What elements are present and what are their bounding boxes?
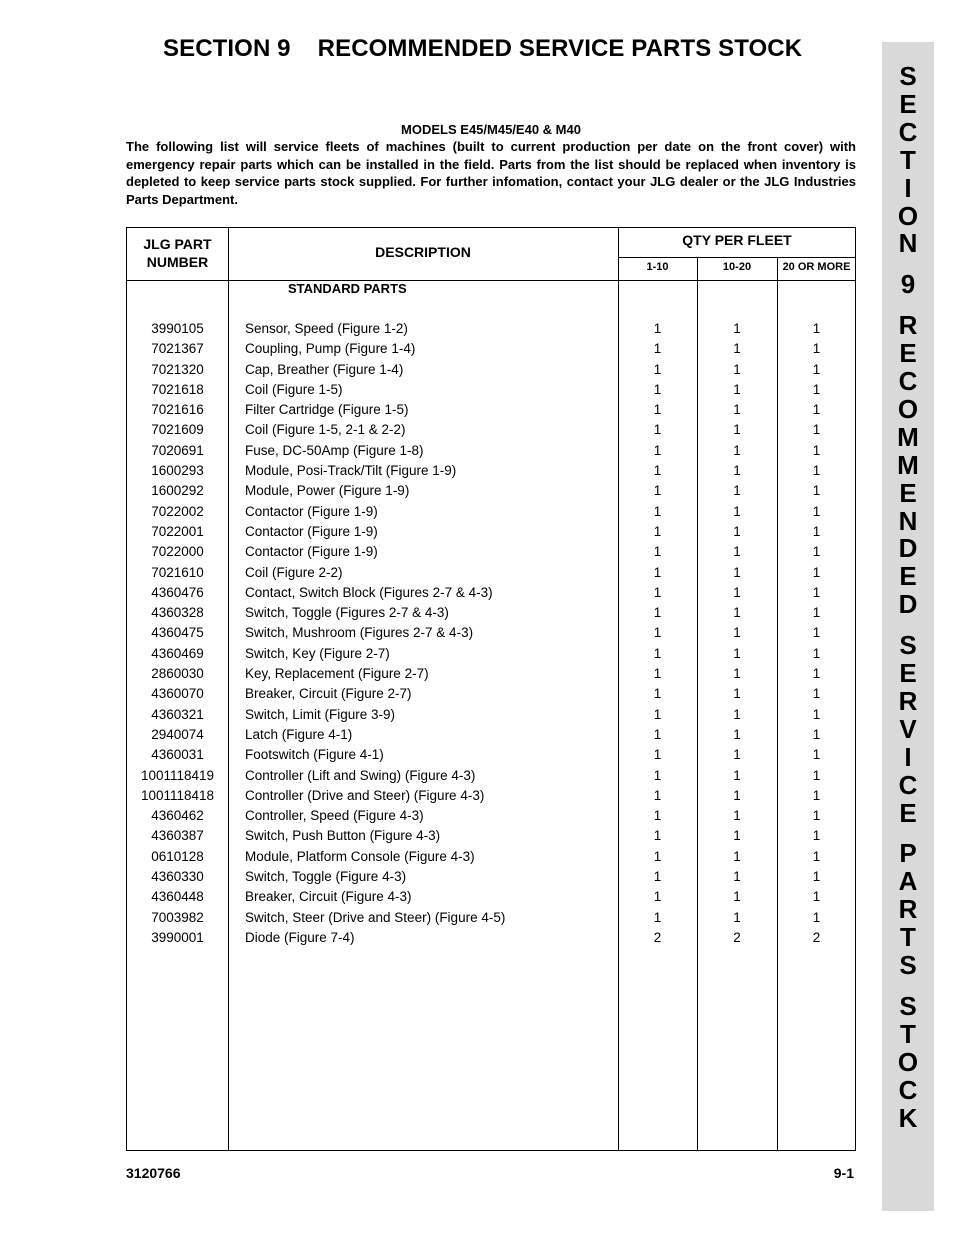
part-number-cell: 7003982 — [151, 909, 204, 925]
qty-1-10-cell: 1 — [653, 645, 662, 661]
side-tab-letter: T — [900, 144, 916, 175]
side-tab-letter: R — [898, 310, 918, 341]
part-number-cell: 7022001 — [151, 523, 204, 539]
table-row — [127, 908, 855, 928]
description-cell: Contactor (Figure 1-9) — [245, 523, 378, 539]
part-number-cell: 1600292 — [151, 483, 204, 499]
qty-1-10-cell: 1 — [653, 564, 662, 580]
part-number-cell: 4360476 — [151, 584, 204, 600]
qty-20-or-more-cell: 1 — [812, 564, 821, 580]
table-row — [127, 887, 855, 907]
qty-20-or-more-cell: 1 — [812, 889, 821, 905]
qty-20-or-more-cell: 1 — [812, 869, 821, 885]
description-cell: Switch, Toggle (Figure 4-3) — [245, 869, 407, 885]
header-qty-per-fleet: QTY PER FLEET — [682, 232, 792, 248]
qty-10-20-cell: 1 — [733, 523, 741, 539]
qty-20-or-more-cell: 1 — [812, 666, 821, 682]
part-number-cell: 4360328 — [151, 605, 204, 621]
qty-10-20-cell: 1 — [733, 584, 741, 600]
table-row — [127, 542, 855, 562]
qty-1-10-cell: 1 — [653, 483, 662, 499]
description-cell: Switch, Limit (Figure 3-9) — [245, 706, 396, 722]
header-divider — [127, 280, 856, 281]
qty-1-10-cell: 1 — [653, 909, 662, 925]
qty-10-20-cell: 1 — [733, 869, 741, 885]
side-tab-letter: S — [899, 61, 917, 91]
document-number: 3120766 — [126, 1165, 181, 1181]
side-tab-letter: A — [898, 866, 918, 897]
side-tab-letter: K — [898, 1102, 918, 1133]
part-number-cell: 7022002 — [151, 503, 204, 519]
table-row — [127, 623, 855, 643]
qty-20-or-more-cell: 1 — [812, 828, 821, 844]
qty-10-20-cell: 1 — [733, 544, 741, 560]
description-cell: Footswitch (Figure 4-1) — [245, 747, 384, 763]
qty-20-or-more-cell: 1 — [812, 747, 821, 763]
header-qty-10-20: 10-20 — [722, 261, 752, 273]
table-row — [127, 786, 855, 806]
side-tab-letter: P — [899, 838, 917, 869]
description-cell: Coil (Figure 1-5, 2-1 & 2-2) — [245, 422, 406, 438]
qty-10-20-cell: 1 — [733, 767, 741, 783]
qty-1-10-cell: 1 — [653, 584, 662, 600]
description-cell: Sensor, Speed (Figure 1-2) — [245, 321, 408, 336]
qty-1-10-cell: 1 — [653, 442, 662, 458]
side-tab-letter: O — [897, 200, 919, 231]
part-number-cell: 4360031 — [151, 747, 204, 763]
qty-10-20-cell: 1 — [733, 361, 741, 377]
side-tab-letter: I — [904, 741, 912, 772]
qty-10-20-cell: 1 — [733, 726, 741, 742]
qty-1-10-cell: 1 — [653, 889, 662, 905]
side-tab-letter: E — [899, 477, 917, 508]
qty-1-10-cell: 1 — [653, 767, 662, 783]
qty-20-or-more-cell: 1 — [812, 321, 821, 336]
description-cell: Coupling, Pump (Figure 1-4) — [245, 341, 416, 357]
qty-10-20-cell: 1 — [733, 402, 741, 418]
side-tab-letter: M — [897, 421, 919, 452]
table-row — [127, 461, 855, 481]
qty-10-20-cell: 1 — [733, 321, 741, 336]
part-number-cell: 2860030 — [151, 666, 204, 682]
section-side-tab — [882, 42, 934, 1211]
qty-20-or-more-cell: 1 — [812, 909, 821, 925]
part-number-cell: 4360321 — [151, 706, 204, 722]
side-tab-letter: E — [899, 797, 917, 828]
qty-1-10-cell: 1 — [653, 402, 662, 418]
part-number-cell: 7021609 — [151, 422, 204, 438]
qty-20-or-more-cell: 1 — [812, 402, 821, 418]
side-tab-letter: C — [898, 116, 918, 147]
description-cell: Controller (Drive and Steer) (Figure 4-3) — [245, 787, 485, 803]
table-row — [127, 766, 855, 786]
qty-10-20-cell: 1 — [733, 889, 741, 905]
header-description: DESCRIPTION — [375, 244, 471, 260]
side-tab-letter: C — [898, 366, 918, 396]
qty-10-20-cell: 1 — [733, 686, 741, 702]
part-number-cell: 7021320 — [151, 361, 204, 377]
qty-1-10-cell: 1 — [653, 381, 662, 397]
qty-10-20-cell: 1 — [733, 747, 741, 763]
table-row — [127, 441, 855, 461]
qty-20-or-more-cell: 1 — [812, 341, 821, 357]
qty-1-10-cell: 1 — [653, 747, 662, 763]
description-cell: Contact, Switch Block (Figures 2-7 & 4-3) — [245, 584, 493, 600]
side-tab-letter: S — [899, 950, 917, 980]
description-cell: Contactor (Figure 1-9) — [245, 544, 378, 560]
qty-1-10-cell: 1 — [653, 787, 662, 803]
header-divider — [618, 257, 856, 258]
qty-1-10-cell: 1 — [653, 523, 662, 539]
side-tab-letter: T — [900, 922, 916, 953]
table-row — [127, 867, 855, 887]
qty-10-20-cell: 1 — [733, 442, 741, 458]
side-tab-letter: N — [898, 228, 918, 259]
qty-10-20-cell: 1 — [733, 828, 741, 844]
page-title: SECTION 9 RECOMMENDED SERVICE PARTS STOCK — [163, 35, 803, 62]
qty-20-or-more-cell: 1 — [812, 767, 821, 783]
qty-10-20-cell: 1 — [733, 645, 741, 661]
part-number-cell: 0610128 — [151, 848, 204, 864]
table-row — [127, 806, 855, 826]
table-row — [127, 420, 855, 440]
side-tab-letter: S — [899, 990, 917, 1021]
table-row — [127, 928, 855, 948]
qty-20-or-more-cell: 2 — [812, 929, 821, 945]
side-tab-letter: E — [899, 658, 917, 688]
side-tab-letter: R — [898, 685, 918, 716]
intro-paragraph: The following list will service fleets of machines (built to current production per date on the front cover) with emergency repair parts which can be installed in the field. Parts from the list should be replaced when inventory is depleted to keep service parts stock supplied. For further infomation, contact your JLG dealer or the JLG Industries Parts Department. — [126, 139, 856, 207]
side-tab-letter: C — [898, 769, 918, 800]
table-row — [127, 481, 855, 501]
qty-1-10-cell: 1 — [653, 869, 662, 885]
description-cell: Controller, Speed (Figure 4-3) — [245, 808, 424, 824]
side-tab-letter: S — [899, 630, 917, 661]
table-row — [127, 502, 855, 522]
part-number-cell: 7021618 — [151, 381, 204, 397]
table-row — [127, 847, 855, 867]
part-number-cell: 3990001 — [151, 929, 204, 945]
qty-10-20-cell: 1 — [733, 422, 741, 438]
table-row — [127, 360, 855, 380]
table-row — [127, 826, 855, 846]
part-number-cell: 7021367 — [151, 341, 204, 357]
part-number-cell: 7021616 — [151, 402, 204, 418]
part-number-cell: 2940074 — [151, 726, 204, 742]
parts-table — [126, 227, 856, 1151]
qty-20-or-more-cell: 1 — [812, 503, 821, 519]
qty-20-or-more-cell: 1 — [812, 422, 821, 438]
header-qty-1-10: 1-10 — [646, 261, 669, 273]
qty-1-10-cell: 1 — [653, 321, 662, 336]
qty-10-20-cell: 1 — [733, 848, 741, 864]
qty-10-20-cell: 1 — [733, 463, 741, 479]
side-tab-letter: O — [897, 1046, 919, 1077]
table-row — [127, 380, 855, 400]
qty-10-20-cell: 1 — [733, 706, 741, 722]
description-cell: Switch, Mushroom (Figures 2-7 & 4-3) — [245, 625, 474, 641]
qty-1-10-cell: 1 — [653, 422, 662, 438]
table-body — [127, 319, 855, 948]
qty-10-20-cell: 1 — [733, 625, 741, 641]
part-number-cell: 1600293 — [151, 463, 204, 479]
side-tab-letter: D — [898, 533, 918, 564]
description-cell: Fuse, DC-50Amp (Figure 1-8) — [245, 442, 424, 458]
description-cell: Switch, Key (Figure 2-7) — [245, 645, 390, 661]
table-row — [127, 705, 855, 725]
section-label-standard-parts: STANDARD PARTS — [288, 281, 407, 296]
side-tab-letter: N — [898, 505, 918, 536]
description-cell: Coil (Figure 2-2) — [245, 564, 343, 580]
qty-1-10-cell: 1 — [653, 706, 662, 722]
header-part-number: JLG PART NUMBER — [143, 236, 212, 270]
table-row — [127, 745, 855, 765]
qty-20-or-more-cell: 1 — [812, 645, 821, 661]
qty-1-10-cell: 1 — [653, 848, 662, 864]
side-tab-letter: E — [899, 561, 917, 592]
qty-20-or-more-cell: 1 — [812, 848, 821, 864]
part-number-cell: 4360448 — [151, 889, 204, 905]
qty-10-20-cell: 1 — [733, 483, 741, 499]
description-cell: Module, Posi-Track/Tilt (Figure 1-9) — [245, 463, 457, 479]
part-number-cell: 3990105 — [151, 321, 204, 336]
description-cell: Breaker, Circuit (Figure 4-3) — [245, 889, 412, 905]
qty-10-20-cell: 1 — [733, 909, 741, 925]
side-tab-letter: V — [899, 713, 917, 744]
qty-20-or-more-cell: 1 — [812, 605, 821, 621]
qty-20-or-more-cell: 1 — [812, 381, 821, 397]
part-number-cell: 1001118418 — [140, 787, 215, 803]
table-row — [127, 563, 855, 583]
qty-20-or-more-cell: 1 — [812, 625, 821, 641]
description-cell: Coil (Figure 1-5) — [245, 381, 343, 397]
models-heading: MODELS E45/M45/E40 & M40 — [401, 122, 581, 137]
description-cell: Module, Platform Console (Figure 4-3) — [245, 848, 475, 864]
qty-20-or-more-cell: 1 — [812, 584, 821, 600]
side-tab-letter: E — [899, 338, 917, 369]
qty-20-or-more-cell: 1 — [812, 787, 821, 803]
description-cell: Switch, Push Button (Figure 4-3) — [245, 828, 441, 844]
qty-20-or-more-cell: 1 — [812, 726, 821, 742]
description-cell: Controller (Lift and Swing) (Figure 4-3) — [245, 767, 476, 783]
description-cell: Contactor (Figure 1-9) — [245, 503, 378, 519]
part-number-cell: 4360070 — [151, 686, 204, 702]
table-row — [127, 725, 855, 745]
side-tab-letter: D — [898, 589, 918, 620]
table-row — [127, 400, 855, 420]
table-row — [127, 583, 855, 603]
part-number-cell: 4360330 — [151, 869, 204, 885]
table-row — [127, 664, 855, 684]
side-tab-letter: E — [899, 88, 917, 119]
qty-1-10-cell: 2 — [653, 929, 662, 945]
part-number-cell: 4360469 — [151, 645, 204, 661]
side-tab-letter: R — [898, 894, 918, 925]
qty-20-or-more-cell: 1 — [812, 483, 821, 499]
description-cell: Filter Cartridge (Figure 1-5) — [245, 402, 409, 418]
table-row — [127, 644, 855, 664]
header-qty-20-or-more: 20 OR MORE — [782, 261, 851, 273]
description-cell: Latch (Figure 4-1) — [245, 726, 353, 742]
side-tab-letter: T — [900, 1018, 916, 1049]
table-row — [127, 522, 855, 542]
qty-10-20-cell: 1 — [733, 381, 741, 397]
page-number: 9-1 — [833, 1165, 854, 1181]
qty-10-20-cell: 1 — [733, 503, 741, 519]
qty-20-or-more-cell: 1 — [812, 706, 821, 722]
part-number-cell: 7022000 — [151, 544, 204, 560]
table-row — [127, 684, 855, 704]
description-cell: Module, Power (Figure 1-9) — [245, 483, 410, 499]
table-row — [127, 339, 855, 359]
part-number-cell: 4360475 — [151, 625, 204, 641]
qty-10-20-cell: 1 — [733, 564, 741, 580]
part-number-cell: 4360462 — [151, 808, 204, 824]
table-row — [127, 603, 855, 623]
qty-1-10-cell: 1 — [653, 828, 662, 844]
qty-10-20-cell: 1 — [733, 341, 741, 357]
qty-1-10-cell: 1 — [653, 361, 662, 377]
description-cell: Switch, Steer (Drive and Steer) (Figure 4-5) — [245, 909, 506, 925]
table-row — [127, 319, 855, 339]
part-number-cell: 7021610 — [151, 564, 204, 580]
qty-20-or-more-cell: 1 — [812, 686, 821, 702]
side-tab-letter: O — [897, 393, 919, 424]
qty-20-or-more-cell: 1 — [812, 808, 821, 824]
qty-1-10-cell: 1 — [653, 544, 662, 560]
side-tab-letter: I — [904, 172, 912, 203]
qty-20-or-more-cell: 1 — [812, 523, 821, 539]
description-cell: Diode (Figure 7-4) — [245, 929, 355, 945]
description-cell: Switch, Toggle (Figures 2-7 & 4-3) — [245, 605, 449, 621]
qty-20-or-more-cell: 1 — [812, 442, 821, 458]
qty-10-20-cell: 1 — [733, 605, 741, 621]
part-number-cell: 4360387 — [151, 828, 204, 844]
qty-20-or-more-cell: 1 — [812, 463, 821, 479]
qty-10-20-cell: 1 — [733, 808, 741, 824]
description-cell: Cap, Breather (Figure 1-4) — [245, 361, 404, 377]
qty-1-10-cell: 1 — [653, 463, 662, 479]
side-tab-letter: 9 — [900, 269, 916, 300]
side-tab-letter: M — [897, 449, 919, 480]
qty-20-or-more-cell: 1 — [812, 361, 821, 377]
qty-1-10-cell: 1 — [653, 808, 662, 824]
qty-1-10-cell: 1 — [653, 503, 662, 519]
qty-1-10-cell: 1 — [653, 605, 662, 621]
qty-1-10-cell: 1 — [653, 666, 662, 682]
qty-1-10-cell: 1 — [653, 341, 662, 357]
side-tab-letter: C — [898, 1074, 918, 1105]
description-cell: Breaker, Circuit (Figure 2-7) — [245, 686, 412, 702]
qty-10-20-cell: 1 — [733, 787, 741, 803]
qty-10-20-cell: 2 — [733, 929, 741, 945]
part-number-cell: 1001118419 — [140, 767, 215, 783]
qty-1-10-cell: 1 — [653, 625, 662, 641]
qty-10-20-cell: 1 — [733, 666, 741, 682]
qty-20-or-more-cell: 1 — [812, 544, 821, 560]
qty-1-10-cell: 1 — [653, 726, 662, 742]
part-number-cell: 7020691 — [151, 442, 204, 458]
qty-1-10-cell: 1 — [653, 686, 662, 702]
description-cell: Key, Replacement (Figure 2-7) — [245, 666, 429, 682]
